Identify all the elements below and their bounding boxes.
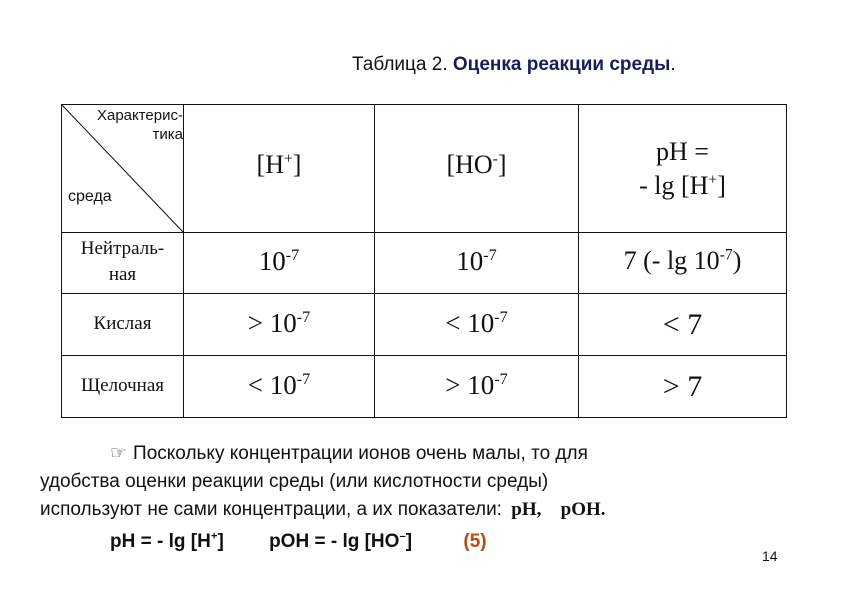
header-h-concentration: [H+] <box>256 150 302 179</box>
equation-number: (5) <box>463 531 487 552</box>
header-ho-concentration: [HO-] <box>446 150 507 179</box>
alkaline-ho-value: > $10^{-7}$ <box>445 370 508 400</box>
note-paragraph <box>40 440 800 524</box>
acidic-ph-value: < 7 <box>662 308 703 341</box>
neutral-h-value: $10^{-7}$ <box>258 246 300 276</box>
caption-prefix: Таблица 2. <box>352 54 448 75</box>
note-line3: используют не сами концентрации, а их показатели: <box>40 499 502 520</box>
note-line1: Поскольку концентрации ионов очень малы, то для <box>133 443 588 464</box>
page-number: 14 <box>762 548 778 564</box>
row-label-neutral: Нейтраль- ная <box>80 238 165 285</box>
note-ph: pH, <box>511 499 542 520</box>
ph-formula-line <box>110 531 487 553</box>
note-line2: удобства оценки реакции среды (или кислотности среды) <box>40 471 549 492</box>
alkaline-h-value: < $10^{-7}$ <box>247 370 311 400</box>
neutral-ho-value: $10^{-7}$ <box>456 246 497 276</box>
caption-title: Оценка реакции среды <box>452 54 671 75</box>
row-label-alkaline: Щелочная <box>81 375 164 396</box>
row-label-acidic: Кислая <box>93 313 152 334</box>
table-caption <box>352 54 676 76</box>
note-poh: pOH. <box>560 499 606 520</box>
pointing-hand-icon: ☞ <box>110 443 128 464</box>
table-divider-row1 <box>61 293 787 294</box>
alkaline-ph-value: > 7 <box>662 370 703 403</box>
table-divider-row2 <box>61 355 787 356</box>
caption-suffix: . <box>670 54 676 75</box>
corner-header-top <box>75 106 183 144</box>
corner-header-bottom: среда <box>68 188 112 205</box>
header-ph: pH = - lg [H+] <box>639 137 726 200</box>
poh-formula: pOH = - lg [HO–] <box>269 530 413 552</box>
corner-top-line1: Характерис- <box>96 107 183 124</box>
table-border-right <box>786 104 787 418</box>
corner-top-line2: тика <box>152 126 183 143</box>
ph-formula: pH = - lg [H+] <box>110 530 224 552</box>
neutral-ph-value: 7 (- $\lg 10^{-7}$) <box>623 246 742 275</box>
table-border-bottom <box>61 417 787 418</box>
acidic-ho-value: < $10^{-7}$ <box>445 308 508 338</box>
acidic-h-value: > $10^{-7}$ <box>247 308 311 338</box>
